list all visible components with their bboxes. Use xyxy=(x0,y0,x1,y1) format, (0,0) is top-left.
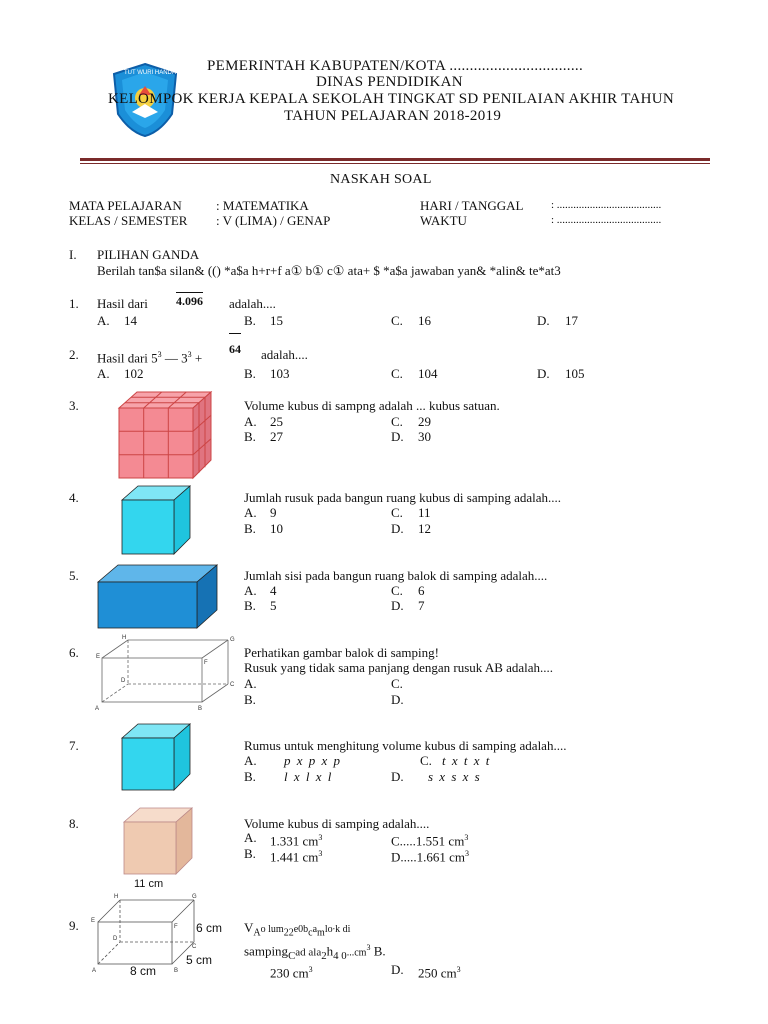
q4-opt-b: 10 xyxy=(270,521,283,536)
section-instruction: Berilah tan$a silan& (() *a$a h+r+f a① b① c① ata+ $ *a$a jawaban yan& *alin& te*at3 xyxy=(97,263,561,278)
q7-opt-b: l x l x l xyxy=(284,769,332,784)
q8-opt-c-exp: 3 xyxy=(464,833,469,842)
q9-vertex-e: E xyxy=(91,918,96,924)
header-line-2: DINAS PENDIDIKAN xyxy=(316,74,463,90)
q9-l2-c: h xyxy=(326,943,334,959)
header-line-3: KELOMPOK KERJA KEPALA SEKOLAH TINGKAT SD PENILAIAN AKHIR TAHUN xyxy=(108,91,675,107)
q1-opt-b-label: B. xyxy=(244,313,256,328)
q5-opt-d: 7 xyxy=(418,598,425,613)
q9-l1-a: V xyxy=(244,920,254,935)
q9-opt-d xyxy=(418,962,461,980)
q7-number: 7. xyxy=(69,738,79,753)
q1-opt-a: 14 xyxy=(124,313,137,328)
q3-number: 3. xyxy=(69,398,79,413)
q9-l2-d: ...cm xyxy=(346,947,367,959)
q9-l1-sub4: m xyxy=(317,927,325,939)
header-rule-thin xyxy=(80,163,710,164)
q6-vertex-d: D xyxy=(121,678,126,684)
q7-opt-d-label: D. xyxy=(391,769,404,784)
q4-cube-figure xyxy=(120,484,192,556)
q9-l1-c: e0b xyxy=(293,924,309,935)
q2-mid: — 3 xyxy=(161,350,188,366)
q2-opt-b: 103 xyxy=(270,366,290,381)
subject-value: : MATEMATIKA xyxy=(216,198,309,213)
q7-opt-c-label: C. xyxy=(420,753,432,768)
q1-opt-b: 15 xyxy=(270,313,283,328)
q5-opt-a: 4 xyxy=(270,583,277,598)
q6-opt-b-label: B. xyxy=(244,692,256,707)
q2-radical xyxy=(229,342,241,357)
q6-opt-c-label: C. xyxy=(391,676,403,691)
q9-l2-end: B. xyxy=(370,943,386,959)
section-title: PILIHAN GANDA xyxy=(97,247,200,262)
q4-number: 4. xyxy=(69,490,79,505)
q2-opt-c: 104 xyxy=(418,366,438,381)
q3-opt-a: 25 xyxy=(270,414,283,429)
q9-text-line-2 xyxy=(244,940,386,964)
q9-l1-e: lo∙k di xyxy=(324,924,351,935)
q9-l1-sub2: 22 xyxy=(283,927,294,939)
q6-vertex-a: A xyxy=(95,706,100,712)
q3-opt-c: 29 xyxy=(418,414,431,429)
q9-vertex-h: H xyxy=(114,894,119,900)
q6-vertex-b: B xyxy=(198,706,203,712)
q7-opt-d: s x s x s xyxy=(428,769,480,784)
q2-opt-b-label: B. xyxy=(244,366,256,381)
q5-number: 5. xyxy=(69,568,79,583)
q9-vertex-c: C xyxy=(192,944,197,950)
logo-text: TUT WURI HANDAYANI xyxy=(124,70,190,76)
document-title: NASKAH SOAL xyxy=(330,172,432,187)
q2-opt-a: 102 xyxy=(124,366,144,381)
q9-opt-a-value: 230 cm xyxy=(270,965,309,981)
q6-vertex-c: C xyxy=(230,682,235,688)
q2-opt-d: 105 xyxy=(565,366,585,381)
q9-opt-d-exp: 3 xyxy=(456,965,461,974)
q5-opt-c: 6 xyxy=(418,583,425,598)
time-value: : ...................................... xyxy=(551,214,662,226)
q9-opt-d-value: 250 cm xyxy=(418,965,457,981)
q1-opt-c: 16 xyxy=(418,313,431,328)
q2-expression xyxy=(97,347,202,365)
q8-opt-a-exp: 3 xyxy=(318,833,323,842)
q1-opt-d-label: D. xyxy=(537,313,550,328)
q3-cube-figure xyxy=(115,390,215,482)
q6-opt-a-label: A. xyxy=(244,676,257,691)
q8-opt-b xyxy=(270,846,322,864)
q7-opt-b-label: B. xyxy=(244,769,256,784)
q2-opt-a-label: A. xyxy=(97,366,110,381)
q8-cube-figure xyxy=(122,806,194,876)
q9-dim-height: 6 cm xyxy=(196,921,223,935)
q6-vertex-h: H xyxy=(122,635,127,641)
q7-opt-a: p x p x p xyxy=(284,753,341,768)
q3-text: Volume kubus di sampng adalah ... kubus satuan. xyxy=(244,398,500,413)
q3-opt-b-label: B. xyxy=(244,429,256,444)
q9-vertex-a: A xyxy=(92,968,97,974)
q1-radical xyxy=(176,294,203,309)
q4-opt-c-label: C. xyxy=(391,505,403,520)
section-number: I. xyxy=(69,247,77,262)
q9-l1-b: o lum xyxy=(260,924,284,935)
q5-opt-a-label: A. xyxy=(244,583,257,598)
q8-opt-b-value: 1.441 cm xyxy=(270,849,319,865)
q5-opt-b-label: B. xyxy=(244,598,256,613)
q2-opt-c-label: C. xyxy=(391,366,403,381)
q9-text-line-1 xyxy=(244,920,350,941)
q7-opt-c: t x t x t xyxy=(442,753,490,768)
q3-opt-d: 30 xyxy=(418,429,431,444)
q5-box-figure xyxy=(90,562,220,630)
q8-opt-d-exp: 3 xyxy=(465,849,470,858)
q8-opt-a-value: 1.331 cm xyxy=(270,833,319,849)
q8-opt-d xyxy=(391,846,469,864)
q6-vertex-e: E xyxy=(96,654,101,660)
q6-number: 6. xyxy=(69,645,79,660)
date-value: : ...................................... xyxy=(551,199,662,211)
q3-opt-a-label: A. xyxy=(244,414,257,429)
q1-opt-d: 17 xyxy=(565,313,578,328)
q4-opt-a-label: A. xyxy=(244,505,257,520)
q5-opt-d-label: D. xyxy=(391,598,404,613)
q3-opt-b: 27 xyxy=(270,429,283,444)
q8-number: 8. xyxy=(69,816,79,831)
q6-vertex-f: F xyxy=(204,660,208,666)
q4-opt-d-label: D. xyxy=(391,521,404,536)
header-line-1: PEMERINTAH KABUPATEN/KOTA ................................. xyxy=(207,58,584,74)
q7-cube-figure xyxy=(120,722,192,792)
q9-opt-a-exp: 3 xyxy=(308,965,313,974)
q2-text-a: Hasil dari 5 xyxy=(97,350,158,366)
q3-opt-d-label: D. xyxy=(391,429,404,444)
q9-dim-length: 8 cm xyxy=(130,964,157,978)
q3-opt-c-label: C. xyxy=(391,414,403,429)
header-rule-thick xyxy=(80,158,710,161)
q5-opt-b: 5 xyxy=(270,598,277,613)
time-label: WAKTU xyxy=(420,213,467,228)
q8-opt-c-value: C.....1.551 cm xyxy=(391,833,465,849)
q2-number: 2. xyxy=(69,347,79,362)
q4-opt-c: 11 xyxy=(418,505,431,520)
q2-plus: + xyxy=(191,350,203,366)
q1-text-b: adalah.... xyxy=(229,296,276,311)
date-label: HARI / TANGGAL xyxy=(420,198,524,213)
q6-text-1: Perhatikan gambar balok di samping! xyxy=(244,645,439,660)
q6-box-wireframe xyxy=(92,634,237,712)
q9-dim-width: 5 cm xyxy=(186,953,213,967)
q2-radicand: 64 xyxy=(229,333,241,356)
q1-opt-c-label: C. xyxy=(391,313,403,328)
q9-l1-d: a xyxy=(312,924,318,935)
q6-text-2: Rusuk yang tidak sama panjang dengan rusuk AB adalah.... xyxy=(244,660,554,675)
q9-opt-a xyxy=(270,962,313,980)
subject-label: MATA PELAJARAN xyxy=(69,198,182,213)
q6-vertex-g: G xyxy=(230,637,235,643)
class-value: : V (LIMA) / GENAP xyxy=(216,213,331,228)
q1-number: 1. xyxy=(69,296,79,311)
q2-exp2: 3 xyxy=(187,350,192,359)
q1-text-a: Hasil dari xyxy=(97,296,148,311)
class-label: KELAS / SEMESTER xyxy=(69,213,188,228)
q1-radicand: 4.096 xyxy=(176,294,203,308)
q9-l1-sub3: c xyxy=(308,927,313,939)
q2-text-b: adalah.... xyxy=(261,347,308,362)
q9-vertex-g: G xyxy=(192,894,197,900)
q2-exp1: 3 xyxy=(157,350,162,359)
q7-text: Rumus untuk menghitung volume kubus di samping adalah.... xyxy=(244,738,567,753)
q9-vertex-d: D xyxy=(113,936,118,942)
q4-opt-b-label: B. xyxy=(244,521,256,536)
q4-opt-d: 12 xyxy=(418,521,431,536)
q8-cube-label: 11 cm xyxy=(134,878,164,890)
q4-text: Jumlah rusuk pada bangun ruang kubus di samping adalah.... xyxy=(244,490,561,505)
q1-opt-a-label: A. xyxy=(97,313,110,328)
q9-l2-sub3: 4 0 xyxy=(333,949,347,962)
q5-opt-c-label: C. xyxy=(391,583,403,598)
q9-l2-exp: 3 xyxy=(366,943,371,952)
q8-text: Volume kubus di samping adalah.... xyxy=(244,816,430,831)
q9-vertex-f: F xyxy=(174,924,178,930)
q9-vertex-b: B xyxy=(174,968,179,974)
q9-opt-d-label: D. xyxy=(391,962,404,977)
q9-l2-sub: C xyxy=(288,949,296,962)
q5-text: Jumlah sisi pada bangun ruang balok di samping adalah.... xyxy=(244,568,548,583)
q8-opt-b-label: B. xyxy=(244,846,256,861)
q7-opt-a-label: A. xyxy=(244,753,257,768)
q9-l2-a: samping xyxy=(244,943,289,959)
q9-l1-sub: A xyxy=(253,927,261,939)
q8-opt-d-value: D.....1.661 cm xyxy=(391,849,466,865)
q9-l2-b: ad ala xyxy=(295,946,322,959)
q9-l2-sub2: 2 xyxy=(321,949,327,962)
q4-opt-a: 9 xyxy=(270,505,277,520)
q8-opt-b-exp: 3 xyxy=(318,849,323,858)
q6-opt-d-label: D. xyxy=(391,692,404,707)
header-line-4: TAHUN PELAJARAN 2018-2019 xyxy=(284,108,502,124)
q9-number: 9. xyxy=(69,918,79,933)
q8-opt-a-label: A. xyxy=(244,830,257,845)
q2-opt-d-label: D. xyxy=(537,366,550,381)
